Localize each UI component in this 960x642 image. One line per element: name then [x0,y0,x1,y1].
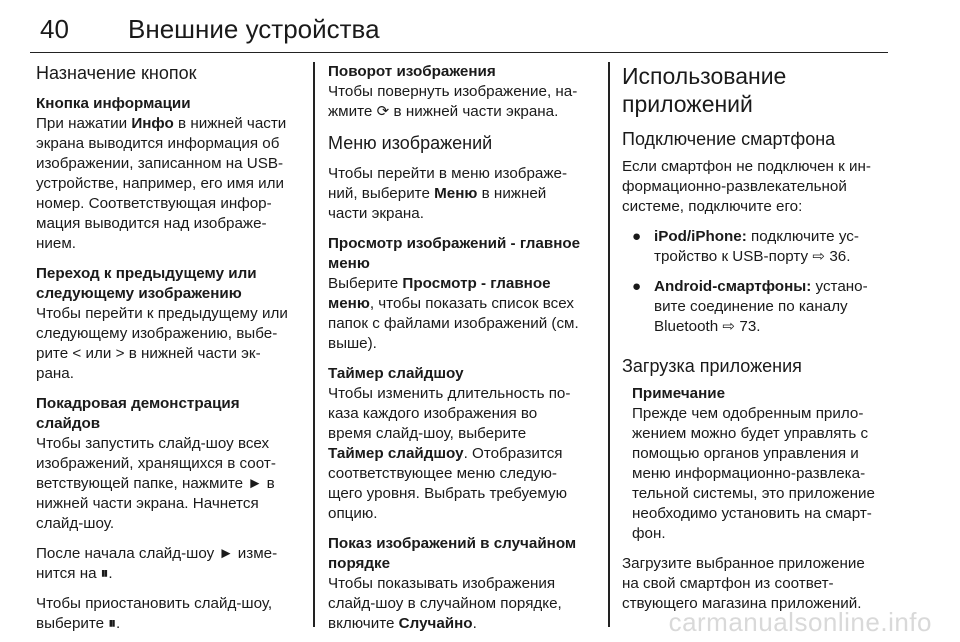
column-divider [608,62,610,627]
note-box [622,384,890,544]
info-heading: Кнопка информации [36,95,191,112]
section-title-apps: Использование приложений [622,63,787,117]
connect-paragraph: Если смартфон не подключен к ин- формационно-развлекательной системе, подключите его: [622,158,871,215]
random-paragraph: Чтобы показывать изображения слайд-шоу в случайном порядке, включите Случайно. [328,575,562,632]
slide-paragraph: Чтобы запустить слайд-шоу всех изображений, хранящихся в соот- ветствующей папке, нажмите ► в нижней части экрана. Начнется слайд-шоу. [36,435,276,532]
load-paragraph: Загрузите выбранное приложение на свой смартфон из соответ- ствующего магазина приложений. [622,555,865,612]
after-paragraph: После начала слайд-шоу ► изме- нится на ⏸. [36,545,278,582]
section-title-buttons: Назначение кнопок [36,63,197,83]
load-title: Загрузка приложения [622,356,802,376]
next-symbol: > [115,345,125,362]
chapter-title: Внешние устройства [128,14,380,44]
page-number: 40 [40,14,69,44]
watermark: carmanualsonline.info [668,607,932,637]
menu-paragraph: Чтобы перейти в меню изображе- ний, выберите Меню в нижней части экрана. [328,165,568,222]
play-icon: ► [247,475,263,492]
pause-icon: ⏸ [108,615,116,632]
bullet-ipod: ● iPod/iPhone: подключите ус- тройство к USB-порту ⇨ 36. [632,228,859,265]
prev-symbol: < [72,345,82,362]
view-paragraph: Выберите Просмотр - главное меню, чтобы показать список всех папок с файлами изображений (см. выше). [328,275,579,352]
connect-title: Подключение смартфона [622,129,836,149]
slide-heading: Покадровая демонстрация слайдов [36,395,240,432]
bullet-dot: ● [632,228,642,245]
nav-paragraph: Чтобы перейти к предыдущему или следующему изображению, выбе- рите < или > в нижней части эк- рана. [36,305,288,382]
column-middle [328,62,592,632]
play-icon: ► [218,545,234,562]
note-paragraph: Прежде чем одобренным прило- жением можно будет управлять с помощью органов управления и меню информационно-развлека- тельной системы, это приложение необходимо установить на смарт- фон. [632,405,875,542]
bullet-dot: ● [632,278,642,295]
rotate-paragraph: Чтобы повернуть изображение, на- жмите ⟳ в нижней части экрана. [328,83,578,120]
rotate-heading: Поворот изображения [328,63,496,80]
column-right [622,62,890,627]
nav-heading: Переход к предыдущему или следующему изображению [36,265,257,302]
section-title-image-menu: Меню изображений [328,133,493,153]
note-title: Примечание [632,385,726,402]
timer-heading: Таймер слайдшоу [328,365,464,382]
column-divider [313,62,315,627]
column-left [36,62,298,632]
pause-paragraph: Чтобы приостановить слайд-шоу, выберите ⏸. [36,595,273,632]
info-paragraph: При нажатии Инфо в нижней части экрана выводится информация об изображении, записанном на USB- устройстве, например, его имя или номер. Соответствующая инфор- мация выводится над изображе- нием. [36,115,287,252]
view-heading: Просмотр изображений - главное меню [328,235,581,272]
pause-icon: ⏸ [100,565,109,582]
page-header [30,14,888,53]
random-heading: Показ изображений в случайном порядке [328,535,577,572]
reference-arrow-icon: ⇨ [812,248,826,265]
timer-paragraph: Чтобы изменить длительность по- каза каждого изображения во время слайд-шоу, выберите Таймер слайдшоу. Отобразится соответствующее меню следую- щего уровня. Выбрать требуемую опцию. [328,385,571,522]
reference-arrow-icon: ⇨ [722,318,736,335]
rotate-icon: ⟳ [376,103,390,120]
bullet-android: ● Android-смартфоны: устано- вите соединение по каналу Bluetooth ⇨ 73. [632,278,868,335]
